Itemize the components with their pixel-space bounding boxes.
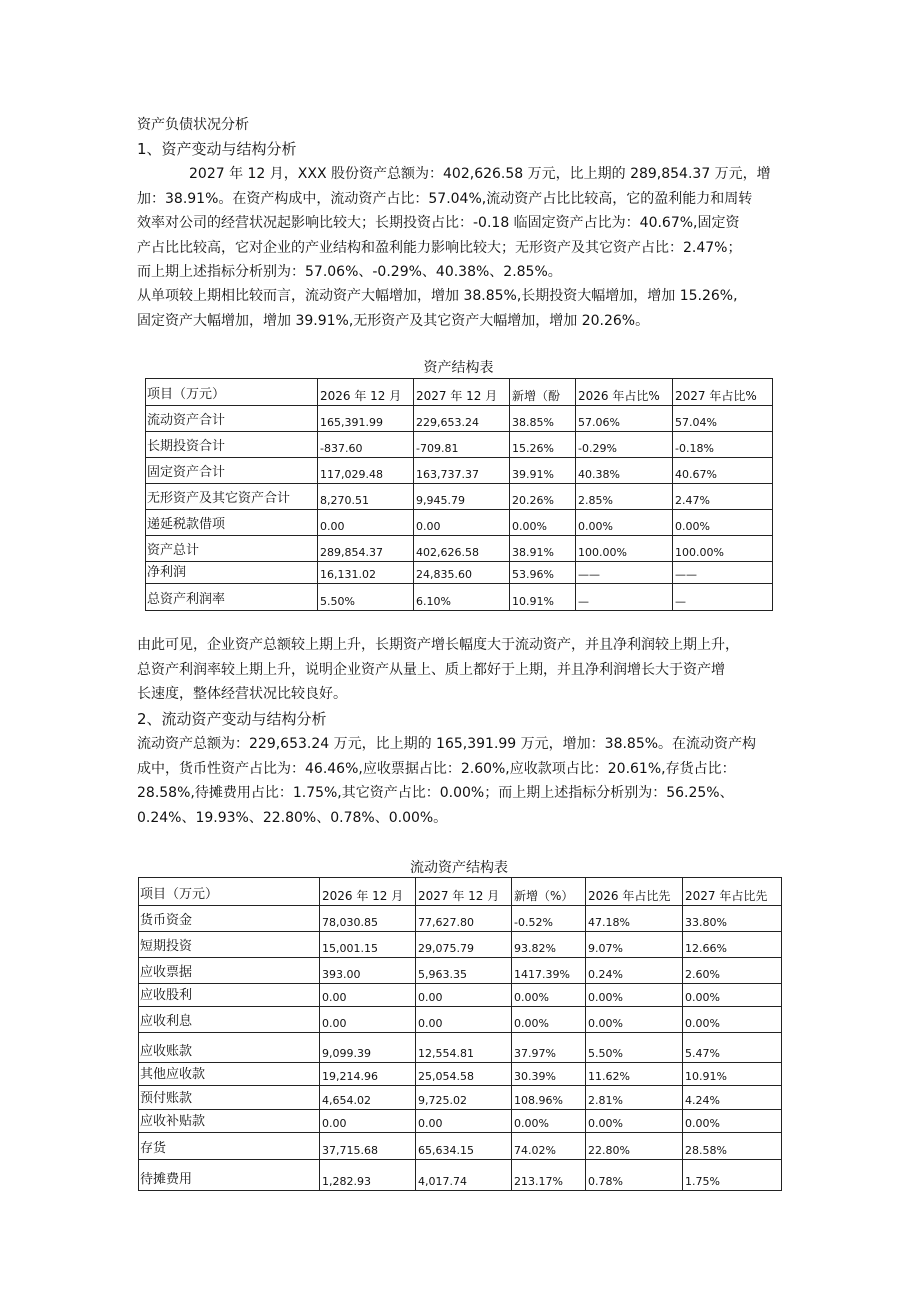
table-row — [139, 958, 782, 984]
table-row — [146, 584, 773, 611]
column-header: 2027 年占比先 — [683, 878, 782, 906]
row-label-cell: 待摊费用 — [139, 1160, 320, 1191]
current-asset-table-caption: 流动资产结构表 — [410, 860, 508, 876]
row-label-cell: 存货 — [139, 1133, 320, 1160]
table-cell: —— — [673, 562, 773, 584]
table-row — [146, 484, 773, 510]
table-cell: 65,634.15 — [416, 1133, 512, 1160]
table-cell: 229,653.24 — [414, 406, 510, 432]
table-cell: 30.39% — [512, 1063, 586, 1086]
paragraph-line: 而上期上述指标分析别为：57.06%、-0.29%、40.38%、2.85%。 — [137, 264, 562, 280]
table-cell: 2.47% — [673, 484, 773, 510]
table-cell: 20.26% — [510, 484, 576, 510]
table-cell: 9,099.39 — [320, 1033, 416, 1063]
table-cell: 0.00% — [673, 510, 773, 536]
table-cell: 22.80% — [586, 1133, 683, 1160]
table-cell: 57.04% — [673, 406, 773, 432]
row-label-cell: 应收补贴款 — [139, 1110, 320, 1133]
table-cell: 24,835.60 — [414, 562, 510, 584]
row-label-cell: 应收股利 — [139, 984, 320, 1007]
table-cell: 9,725.02 — [416, 1086, 512, 1110]
row-label-cell: 净利润 — [146, 562, 318, 584]
section1-comparison-paragraph — [137, 284, 738, 333]
table-row — [146, 406, 773, 432]
column-header: 2027 年占比% — [673, 379, 773, 406]
table-cell: 0.00 — [320, 1110, 416, 1133]
table-cell: 0.00 — [414, 510, 510, 536]
paragraph-line: 从单项较上期相比较而言，流动资产大幅增加，增加 38.85%,长期投资大幅增加，增加 15.26%, — [137, 288, 738, 304]
table-row — [146, 562, 773, 584]
table-cell: 163,737.37 — [414, 458, 510, 484]
table-cell: 11.62% — [586, 1063, 683, 1086]
table-cell: — — [576, 584, 673, 611]
table-cell: 213.17% — [512, 1160, 586, 1191]
table-cell: 6.10% — [414, 584, 510, 611]
row-label-cell: 应收票据 — [139, 958, 320, 984]
row-label-cell: 固定资产合计 — [146, 458, 318, 484]
row-label-cell: 递延税款借项 — [146, 510, 318, 536]
table-cell: 1.75% — [683, 1160, 782, 1191]
table-cell: 0.00 — [320, 984, 416, 1007]
table-cell: 40.67% — [673, 458, 773, 484]
table-cell: 0.00% — [576, 510, 673, 536]
column-header: 2026 年占比先 — [586, 878, 683, 906]
table-cell: 4,654.02 — [320, 1086, 416, 1110]
paragraph-line: 2027 年 12 月，XXX 股份资产总额为：402,626.58 万元，比上期的 289,854.37 万元，增 — [189, 166, 771, 182]
table-row — [139, 1086, 782, 1110]
row-label-cell: 长期投资合计 — [146, 432, 318, 458]
table-cell: 78,030.85 — [320, 906, 416, 932]
row-label-cell: 流动资产合计 — [146, 406, 318, 432]
table-row — [146, 458, 773, 484]
column-header: 新增（%） — [512, 878, 586, 906]
table-cell: 93.82% — [512, 932, 586, 958]
table-cell: 2.85% — [576, 484, 673, 510]
paragraph-line: 成中，货币性资产占比为：46.46%,应收票据占比：2.60%,应收款项占比：20.61%,存货占比： — [137, 760, 736, 777]
table-cell: 74.02% — [512, 1133, 586, 1160]
table-cell: 2.60% — [683, 958, 782, 984]
table-cell: 39.91% — [510, 458, 576, 484]
column-header: 新增（酚 — [510, 379, 576, 406]
table-row — [146, 510, 773, 536]
table-cell: 0.00% — [510, 510, 576, 536]
table-cell: 0.00 — [320, 1007, 416, 1033]
table-header-row — [139, 878, 782, 906]
column-header: 2026 年占比% — [576, 379, 673, 406]
table-cell: 0.00% — [586, 1110, 683, 1133]
column-header: 2026 年 12 月 — [318, 379, 414, 406]
conclusion-paragraph — [137, 633, 739, 707]
table-cell: 0.24% — [586, 958, 683, 984]
table-cell: 4.24% — [683, 1086, 782, 1110]
paragraph-line: 加：38.91%。在资产构成中，流动资产占比：57.04%,流动资产占比比较高，它的盈利能力和周转 — [137, 190, 753, 207]
table-row — [146, 432, 773, 458]
section2-paragraph — [137, 732, 756, 830]
table-cell: 0.00% — [683, 1007, 782, 1033]
table-cell: 0.00 — [416, 1110, 512, 1133]
table-cell: 53.96% — [510, 562, 576, 584]
table-row — [139, 1160, 782, 1191]
table-cell: 100.00% — [673, 536, 773, 562]
table-row — [139, 1033, 782, 1063]
table-cell: 12.66% — [683, 932, 782, 958]
table-cell: 12,554.81 — [416, 1033, 512, 1063]
table-cell: 0.00% — [512, 1110, 586, 1133]
paragraph-line: 28.58%,待摊费用占比：1.75%,其它资产占比：0.00%；而上期上述指标分析别为：56.25%、 — [137, 785, 734, 801]
table-cell: 38.91% — [510, 536, 576, 562]
paragraph-line: 产占比比较高，它对企业的产业结构和盈利能力影响比较大；无形资产及其它资产占比：2.47%； — [137, 239, 742, 256]
table-cell: 0.00% — [586, 1007, 683, 1033]
table-cell: 29,075.79 — [416, 932, 512, 958]
row-label-cell: 应收利息 — [139, 1007, 320, 1033]
column-header: 2026 年 12 月 — [320, 878, 416, 906]
table-cell: 393.00 — [320, 958, 416, 984]
column-header: 2027 年 12 月 — [414, 379, 510, 406]
table-row — [139, 1007, 782, 1033]
row-label-cell: 资产总计 — [146, 536, 318, 562]
table-cell: -0.29% — [576, 432, 673, 458]
table-cell: 37,715.68 — [320, 1133, 416, 1160]
table-cell: 2.81% — [586, 1086, 683, 1110]
table-row — [139, 1110, 782, 1133]
table-cell: 28.58% — [683, 1133, 782, 1160]
table-cell: 4,017.74 — [416, 1160, 512, 1191]
table-row — [139, 1063, 782, 1086]
table-cell: 5.47% — [683, 1033, 782, 1063]
table-cell: 77,627.80 — [416, 906, 512, 932]
table-cell: 37.97% — [512, 1033, 586, 1063]
table-cell: 100.00% — [576, 536, 673, 562]
table-cell: -709.81 — [414, 432, 510, 458]
table-cell: 0.00% — [512, 984, 586, 1007]
table-cell: 10.91% — [510, 584, 576, 611]
table-cell: -0.18% — [673, 432, 773, 458]
table-cell: 10.91% — [683, 1063, 782, 1086]
table-cell: 402,626.58 — [414, 536, 510, 562]
asset-structure-table — [145, 378, 773, 611]
table-cell: 25,054.58 — [416, 1063, 512, 1086]
current-asset-structure-table — [138, 877, 782, 1191]
table-cell: —— — [576, 562, 673, 584]
row-label-cell: 短期投资 — [139, 932, 320, 958]
paragraph-line: 0.24%、19.93%、22.80%、0.78%、0.00%。 — [137, 809, 448, 826]
table-cell: 0.78% — [586, 1160, 683, 1191]
table-cell: -0.52% — [512, 906, 586, 932]
table-cell: 1,282.93 — [320, 1160, 416, 1191]
paragraph-line: 长速度，整体经营状况比较良好。 — [137, 686, 347, 702]
table-cell: 165,391.99 — [318, 406, 414, 432]
table-cell: 8,270.51 — [318, 484, 414, 510]
table-row — [139, 1133, 782, 1160]
table-cell: 57.06% — [576, 406, 673, 432]
section1-paragraph — [137, 162, 771, 285]
row-label-cell: 应收账款 — [139, 1033, 320, 1063]
table-row — [139, 932, 782, 958]
table-cell: 0.00 — [416, 1007, 512, 1033]
document-title: 资产负债状况分析 — [137, 117, 249, 133]
asset-structure-table-caption: 资产结构表 — [423, 360, 494, 376]
table-cell: 40.38% — [576, 458, 673, 484]
table-cell: 289,854.37 — [318, 536, 414, 562]
table-cell: 5,963.35 — [416, 958, 512, 984]
table-cell: — — [673, 584, 773, 611]
section2-heading: 2、流动资产变动与结构分析 — [137, 710, 327, 728]
column-header: 项目（万元） — [146, 379, 318, 406]
column-header: 2027 年 12 月 — [416, 878, 512, 906]
row-label-cell: 货币资金 — [139, 906, 320, 932]
paragraph-line: 效率对公司的经营状况起影响比较大；长期投资占比：-0.18 临固定资产占比为：40.67%,固定资 — [137, 215, 740, 231]
table-cell: 33.80% — [683, 906, 782, 932]
table-cell: 15.26% — [510, 432, 576, 458]
table-cell: 9.07% — [586, 932, 683, 958]
table-row — [139, 984, 782, 1007]
table-cell: 117,029.48 — [318, 458, 414, 484]
table-row — [139, 906, 782, 932]
table-cell: 1417.39% — [512, 958, 586, 984]
table-cell: 0.00% — [683, 1110, 782, 1133]
table-header-row — [146, 379, 773, 406]
section1-heading: 1、资产变动与结构分析 — [137, 140, 297, 158]
table-cell: 0.00 — [318, 510, 414, 536]
table-cell: 0.00% — [512, 1007, 586, 1033]
row-label-cell: 无形资产及其它资产合计 — [146, 484, 318, 510]
table-cell: 47.18% — [586, 906, 683, 932]
table-cell: 15,001.15 — [320, 932, 416, 958]
table-row — [146, 536, 773, 562]
table-cell: -837.60 — [318, 432, 414, 458]
table-cell: 5.50% — [586, 1033, 683, 1063]
row-label-cell: 总资产利润率 — [146, 584, 318, 611]
paragraph-line: 由此可见，企业资产总额较上期上升，长期资产增长幅度大于流动资产，并且净利润较上期上升， — [137, 637, 739, 653]
paragraph-line: 流动资产总额为：229,653.24 万元，比上期的 165,391.99 万元，增加：38.85%。在流动资产构 — [137, 736, 757, 752]
column-header: 项目（万元） — [139, 878, 320, 906]
table-cell: 0.00% — [586, 984, 683, 1007]
table-cell: 5.50% — [318, 584, 414, 611]
table-cell: 0.00 — [416, 984, 512, 1007]
table-cell: 16,131.02 — [318, 562, 414, 584]
table-cell: 9,945.79 — [414, 484, 510, 510]
paragraph-line: 固定资产大幅增加，增加 39.91%,无形资产及其它资产大幅增加，增加 20.26%。 — [137, 312, 650, 329]
table-cell: 19,214.96 — [320, 1063, 416, 1086]
table-cell: 108.96% — [512, 1086, 586, 1110]
row-label-cell: 预付账款 — [139, 1086, 320, 1110]
table-cell: 38.85% — [510, 406, 576, 432]
table-cell: 0.00% — [683, 984, 782, 1007]
row-label-cell: 其他应收款 — [139, 1063, 320, 1086]
paragraph-line: 总资产利润率较上期上升，说明企业资产从量上、质上都好于上期，并且净利润增长大于资产增 — [137, 661, 725, 678]
